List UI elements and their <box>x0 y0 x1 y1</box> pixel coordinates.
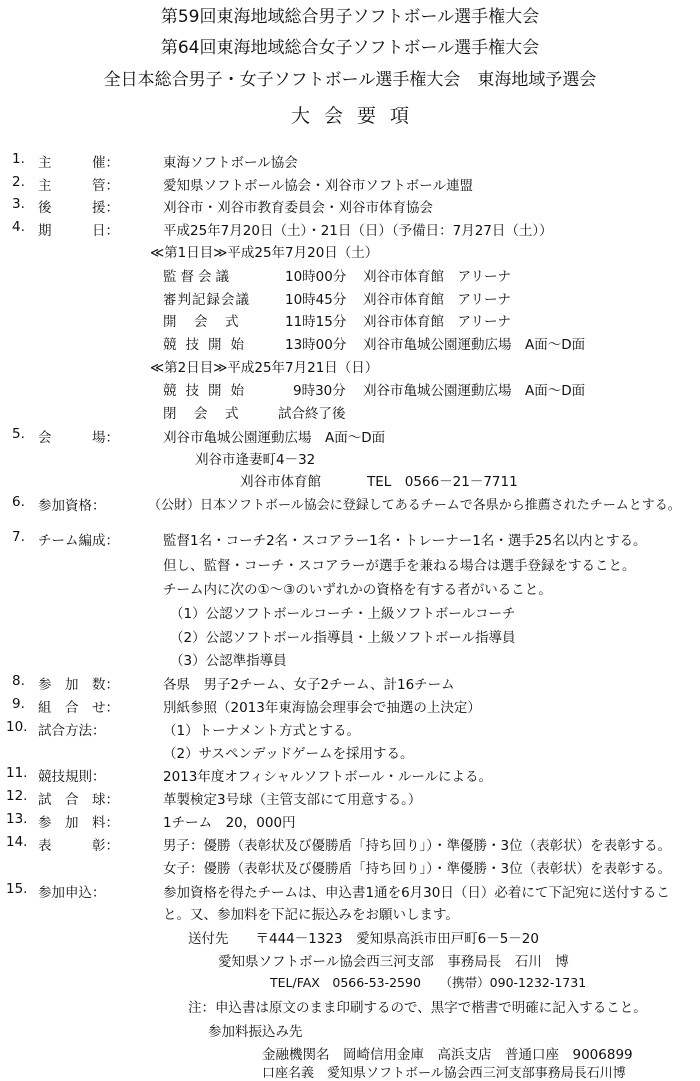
item-value: （1）トーナメント方式とする。 <box>163 723 361 739</box>
qualification-item: （1）公認ソフトボールコーチ・上級ソフトボールコーチ <box>170 606 516 622</box>
item-number: 10. <box>6 719 28 735</box>
item-line: （2）サスペンデッドゲームを採用する。 <box>163 746 414 762</box>
item-number: 15. <box>6 881 28 897</box>
page-heading: 大会要項 <box>290 105 423 127</box>
qualification-item: （2）公認ソフトボール指導員・上級ソフトボール指導員 <box>170 630 516 646</box>
schedule-place: 刈谷市体育館 アリーナ <box>363 292 511 308</box>
bank-heading: 参加料振込み先 <box>208 1024 303 1040</box>
item-label: 競技規則： <box>38 769 106 785</box>
account-name: 口座名義 愛知県ソフトボール協会西三河支部事務局長石川博 <box>262 1066 626 1081</box>
item-label: 参加申込： <box>38 885 106 901</box>
item-value: 平成25年7月20日（土）・21日（日）（予備日：7月27日（土）） <box>163 223 553 239</box>
item-label: 主 管： <box>38 178 119 194</box>
schedule-time: 11時15分 <box>285 314 347 330</box>
note: 注：申込書は原文のまま印刷するので、黒字で楷書で明確に記入すること。 <box>188 1000 647 1016</box>
item-number: 8. <box>12 673 25 689</box>
qualification-item: （3）公認準指導員 <box>170 653 287 669</box>
item-value: 刈谷市亀城公園運動広場 A面～D面 <box>163 430 386 446</box>
schedule-place: 刈谷市体育館 アリーナ <box>363 269 511 285</box>
item-line: と。又、参加料を下記に振込みをお願いします。 <box>163 907 459 923</box>
item-number: 9. <box>12 696 25 712</box>
item-label: 試 合 球： <box>38 792 119 808</box>
schedule-place: 刈谷市亀城公園運動広場 A面～D面 <box>363 383 586 399</box>
item-label: 組 合 せ： <box>38 700 119 716</box>
item-value: 愛知県ソフトボール協会・刈谷市ソフトボール連盟 <box>163 178 473 194</box>
item-label: 参 加 数： <box>38 677 119 693</box>
item-value: 男子：優勝（表彰状及び優勝盾「持ち回り」）・準優勝・3位（表彰状）を表彰する。 <box>163 838 672 854</box>
schedule-place: 刈谷市体育館 アリーナ <box>363 314 511 330</box>
item-value: 1チーム 20，000円 <box>163 815 296 831</box>
title-women: 第64回東海地域総合女子ソフトボール選手権大会 <box>160 38 540 58</box>
item-label: 試合方法： <box>38 723 106 739</box>
item-number: 3. <box>12 196 25 212</box>
venue-gym: 刈谷市体育館 <box>240 474 321 490</box>
item-value: 各県 男子2チーム、女子2チーム、計16チーム <box>163 677 455 693</box>
title-qualifier: 全日本総合男子・女子ソフトボール選手権大会 東海地域予選会 <box>103 70 597 90</box>
schedule-name: 監督会議 <box>163 269 233 285</box>
item-number: 1. <box>12 151 25 167</box>
item-label: 後 援： <box>38 200 119 216</box>
item-number: 14. <box>6 834 28 850</box>
office: 愛知県ソフトボール協会西三河支部 事務局長 石川 博 <box>218 954 569 970</box>
schedule-name: 閉 会 式 <box>163 406 241 422</box>
item-line: チーム内に次の①～③のいずれかの資格を有する者がいること。 <box>163 582 552 598</box>
item-number: 5. <box>12 426 25 442</box>
schedule-name: 審判記録会議 <box>163 292 250 308</box>
item-value: 別紙参照（2013年東海協会理事会で抽選の上決定） <box>163 700 481 716</box>
schedule-name: 競技開始 <box>163 337 253 353</box>
item-value: 参加資格を得たチームは、申込書1通を6月30日（日）必着にて下記宛に送付するこ <box>163 885 670 901</box>
title-men: 第59回東海地域総合男子ソフトボール選手権大会 <box>160 7 540 27</box>
item-line: 女子：優勝（表彰状及び優勝盾「持ち回り」）・準優勝・3位（表彰状）を表彰する。 <box>163 861 672 877</box>
item-label: 表 彰： <box>38 838 119 854</box>
day2-heading: ≪第2日目≫平成25年7月21日（日） <box>150 360 379 376</box>
schedule-time: 試合終了後 <box>278 406 346 422</box>
item-line: 但し、監督・コーチ・スコアラーが選手を兼ねる場合は選手登録をすること。 <box>163 558 636 574</box>
schedule-time: 10時45分 <box>285 292 347 308</box>
item-value: 監督1名・コーチ2名・スコアラー1名・トレーナー1名・選手25名以内とする。 <box>163 533 647 549</box>
venue-tel: TEL 0566－21－7711 <box>367 474 518 490</box>
item-label: 参加資格： <box>38 498 106 514</box>
item-label: 主 催： <box>38 155 119 171</box>
item-label: 参 加 料： <box>38 815 119 831</box>
schedule-time: 9時30分 <box>293 383 346 399</box>
item-value: 刈谷市・刈谷市教育委員会・刈谷市体育協会 <box>163 200 433 216</box>
item-number: 6. <box>12 494 25 510</box>
schedule-time: 13時00分 <box>285 337 347 353</box>
item-value: （公財）日本ソフトボール協会に登録してあるチームで各県から推薦されたチームとする。 <box>148 498 681 513</box>
schedule-name: 開 会 式 <box>163 314 241 330</box>
schedule-name: 競技開始 <box>163 383 253 399</box>
schedule-time: 10時00分 <box>285 269 347 285</box>
item-value: 2013年度オフィシャルソフトボール・ルールによる。 <box>163 769 493 785</box>
item-number: 13. <box>6 811 28 827</box>
item-label: 期 日： <box>38 223 119 239</box>
item-number: 2. <box>12 174 25 190</box>
item-value: 東海ソフトボール協会 <box>163 155 298 171</box>
item-number: 4. <box>12 219 25 235</box>
item-number: 12. <box>6 788 28 804</box>
item-number: 7. <box>12 529 25 545</box>
item-label: チーム編成： <box>38 533 119 549</box>
send-to: 送付先 〒444－1323 愛知県高浜市田戸町6－5－20 <box>188 931 539 947</box>
item-number: 11. <box>6 765 28 781</box>
day1-heading: ≪第1日目≫平成25年7月20日（土） <box>150 245 379 261</box>
item-value: 革製検定3号球（主管支部にて用意する。） <box>163 792 422 808</box>
schedule-place: 刈谷市亀城公園運動広場 A面～D面 <box>363 337 586 353</box>
tel-fax: TEL/FAX 0566-53-2590 （携帯）090-1232-1731 <box>270 975 587 990</box>
item-label: 会 場： <box>38 430 119 446</box>
venue-address: 刈谷市逢妻町4－32 <box>195 452 316 468</box>
bank-info: 金融機関名 岡崎信用金庫 高浜支店 普通口座 9006899 <box>262 1047 633 1063</box>
